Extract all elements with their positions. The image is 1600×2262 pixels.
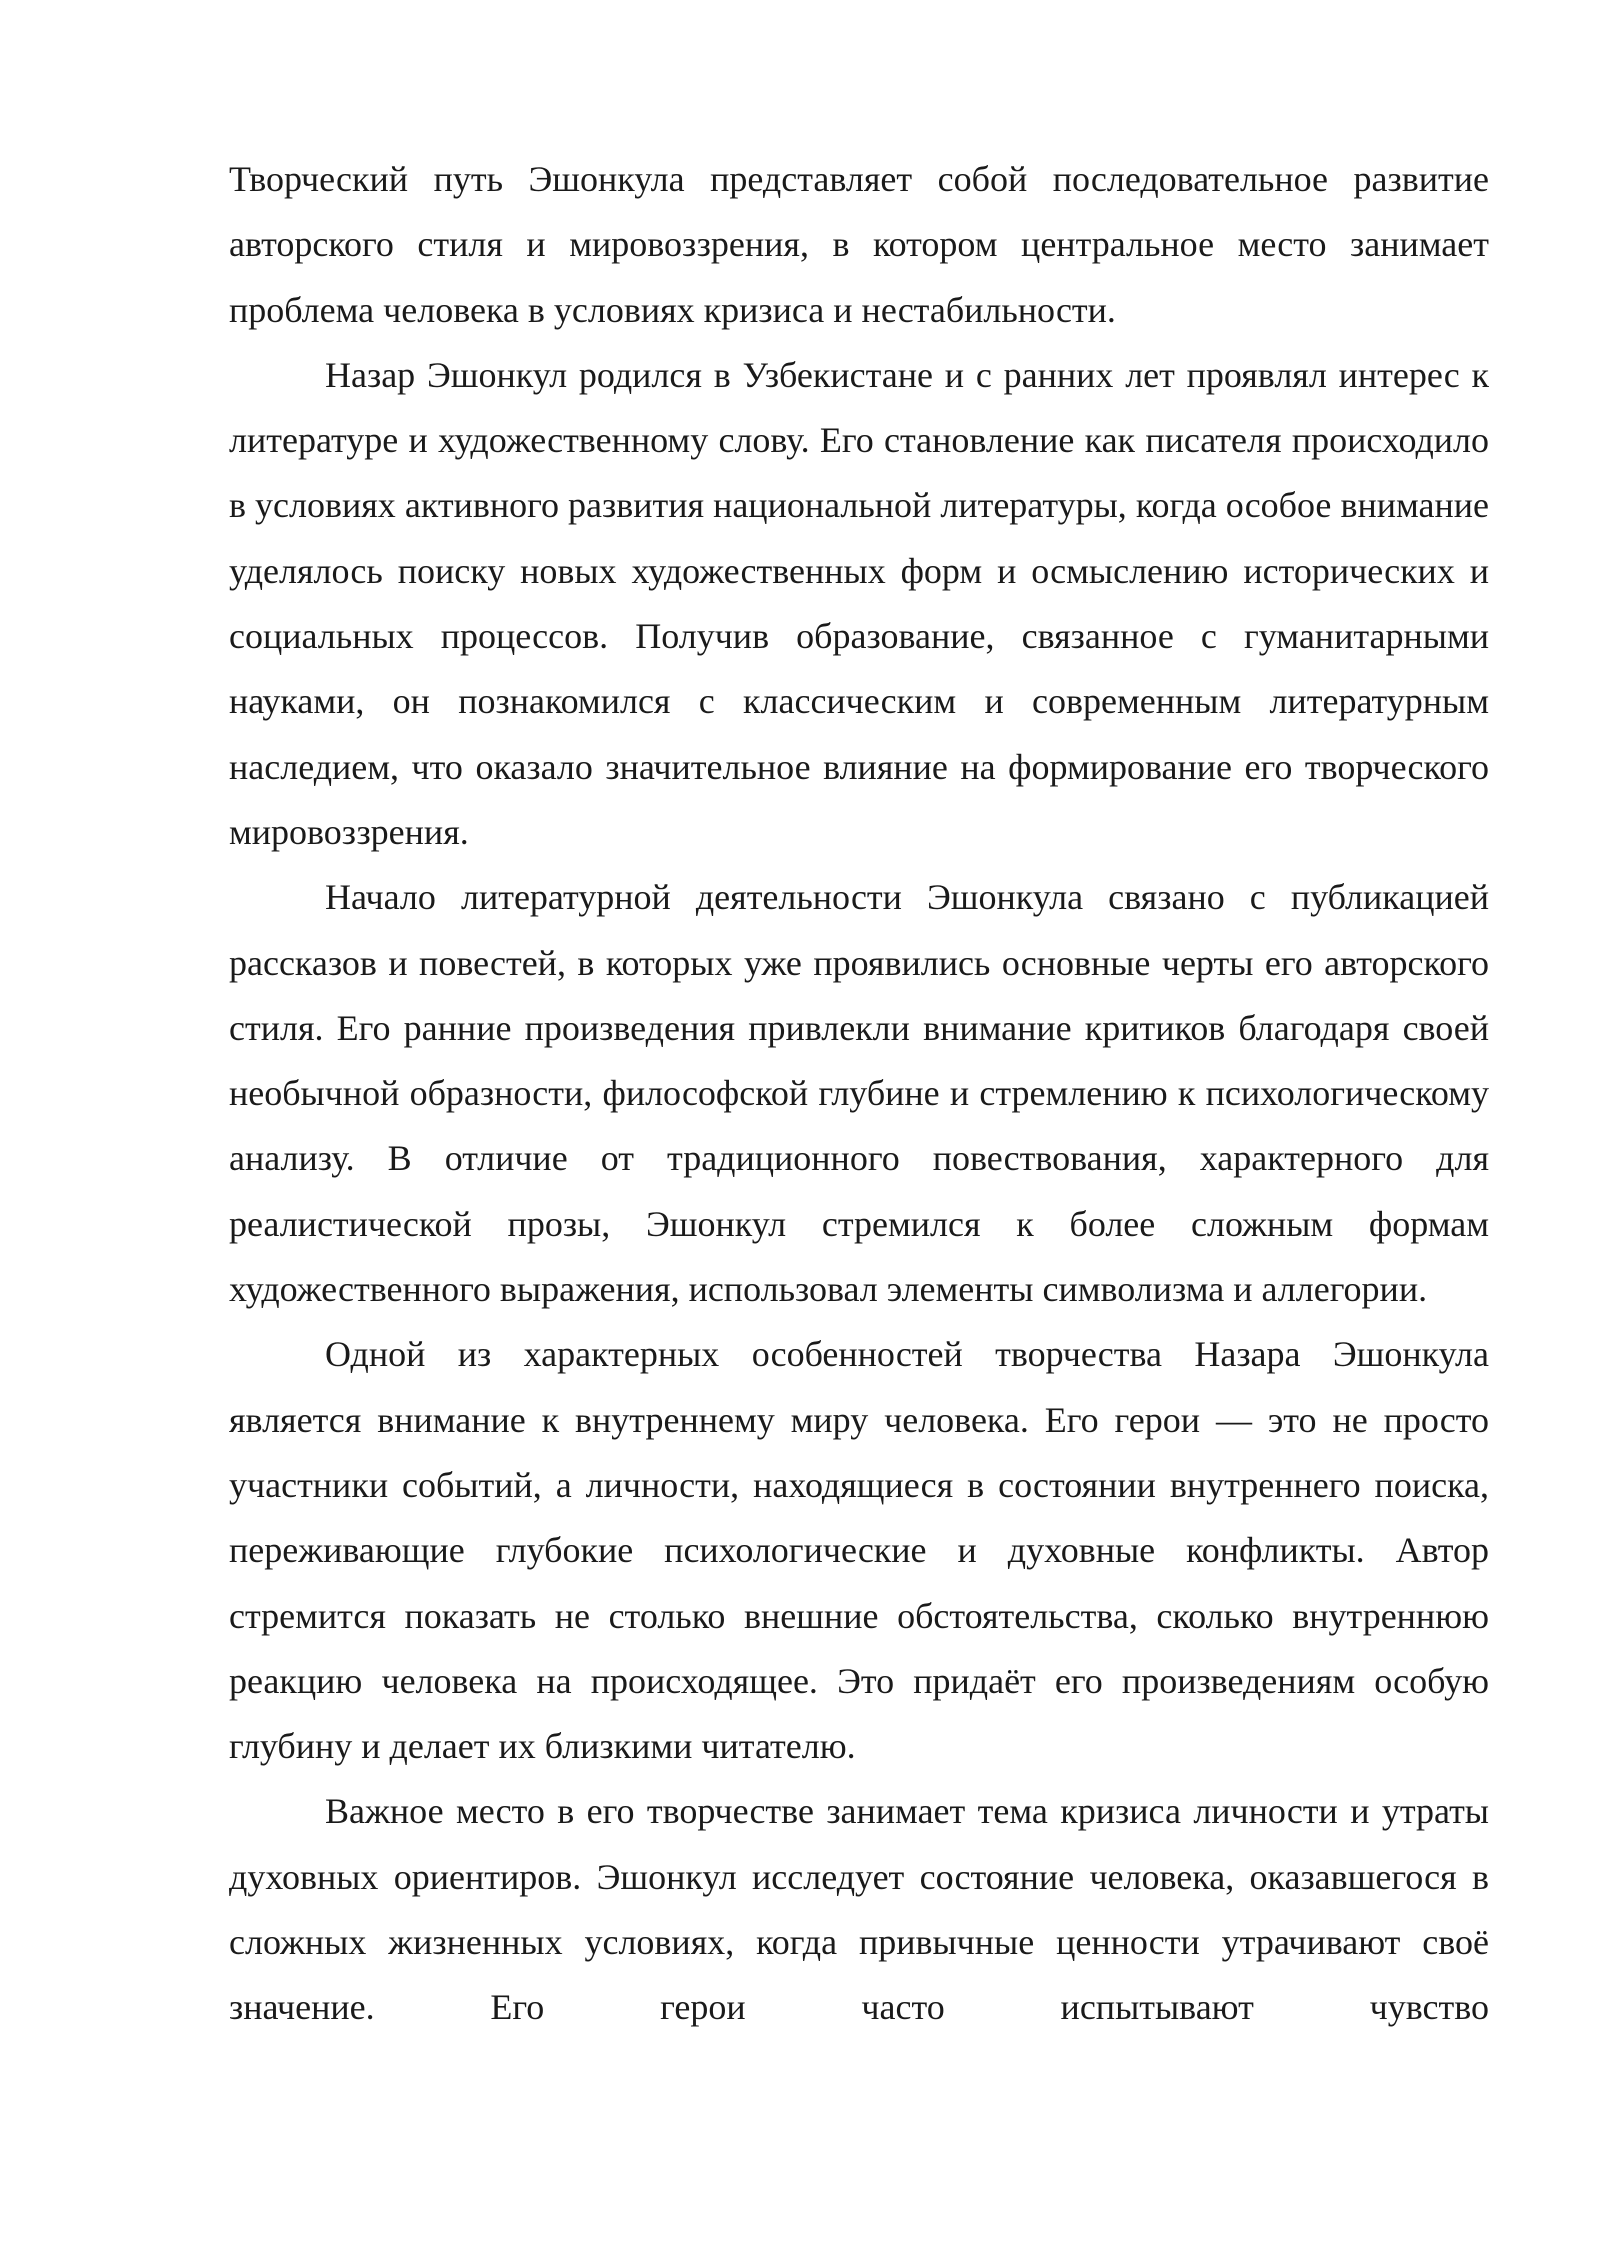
paragraph-5: Важное место в его творчестве занимает тема кризиса личности и утраты духовных ориентиров. Эшонкул исследует состояние человека, оказавшегося в сложных жизненных условиях, когда привычные ценности утрачивают своё значение. Его герои часто испытывают чувство	[229, 1791, 1489, 2028]
paragraph-2: Назар Эшонкул родился в Узбекистане и с ранних лет проявлял интерес к литературе и художественному слову. Его становление как писателя происходило в условиях активного развития национальной литературы, когда особое внимание уделялось поиску новых художественных форм и осмыслению исторических и социальных процессов. Получив образование, связанное с гуманитарными науками, он познакомился с классическим и современным литературным наследием, что оказало значительное влияние на формирование его творческого мировоззрения.	[229, 354, 1489, 852]
paragraph-1: Творческий путь Эшонкула представляет собой последовательное развитие авторского стиля и мировоззрения, в котором центральное место занимает проблема человека в условиях кризиса и нестабильности.	[229, 159, 1489, 330]
document-body	[229, 147, 1489, 2041]
paragraph-3: Начало литературной деятельности Эшонкула связано с публикацией рассказов и повестей, в которых уже проявились основные черты его авторского стиля. Его ранние произведения привлекли внимание критиков благодаря своей необычной образности, философской глубине и стремлению к психологическому анализу. В отличие от традиционного повествования, характерного для реалистической прозы, Эшонкул стремился к более сложным формам художественного выражения, использовал элементы символизма и аллегории.	[229, 877, 1489, 1310]
paragraph-4: Одной из характерных особенностей творчества Назара Эшонкула является внимание к внутреннему миру человека. Его герои — это не просто участники событий, а личности, находящиеся в состоянии внутреннего поиска, переживающие глубокие психологические и духовные конфликты. Автор стремится показать не столько внешние обстоятельства, сколько внутреннюю реакцию человека на происходящее. Это придаёт его произведениям особую глубину и делает их близкими читателю.	[229, 1334, 1489, 1767]
